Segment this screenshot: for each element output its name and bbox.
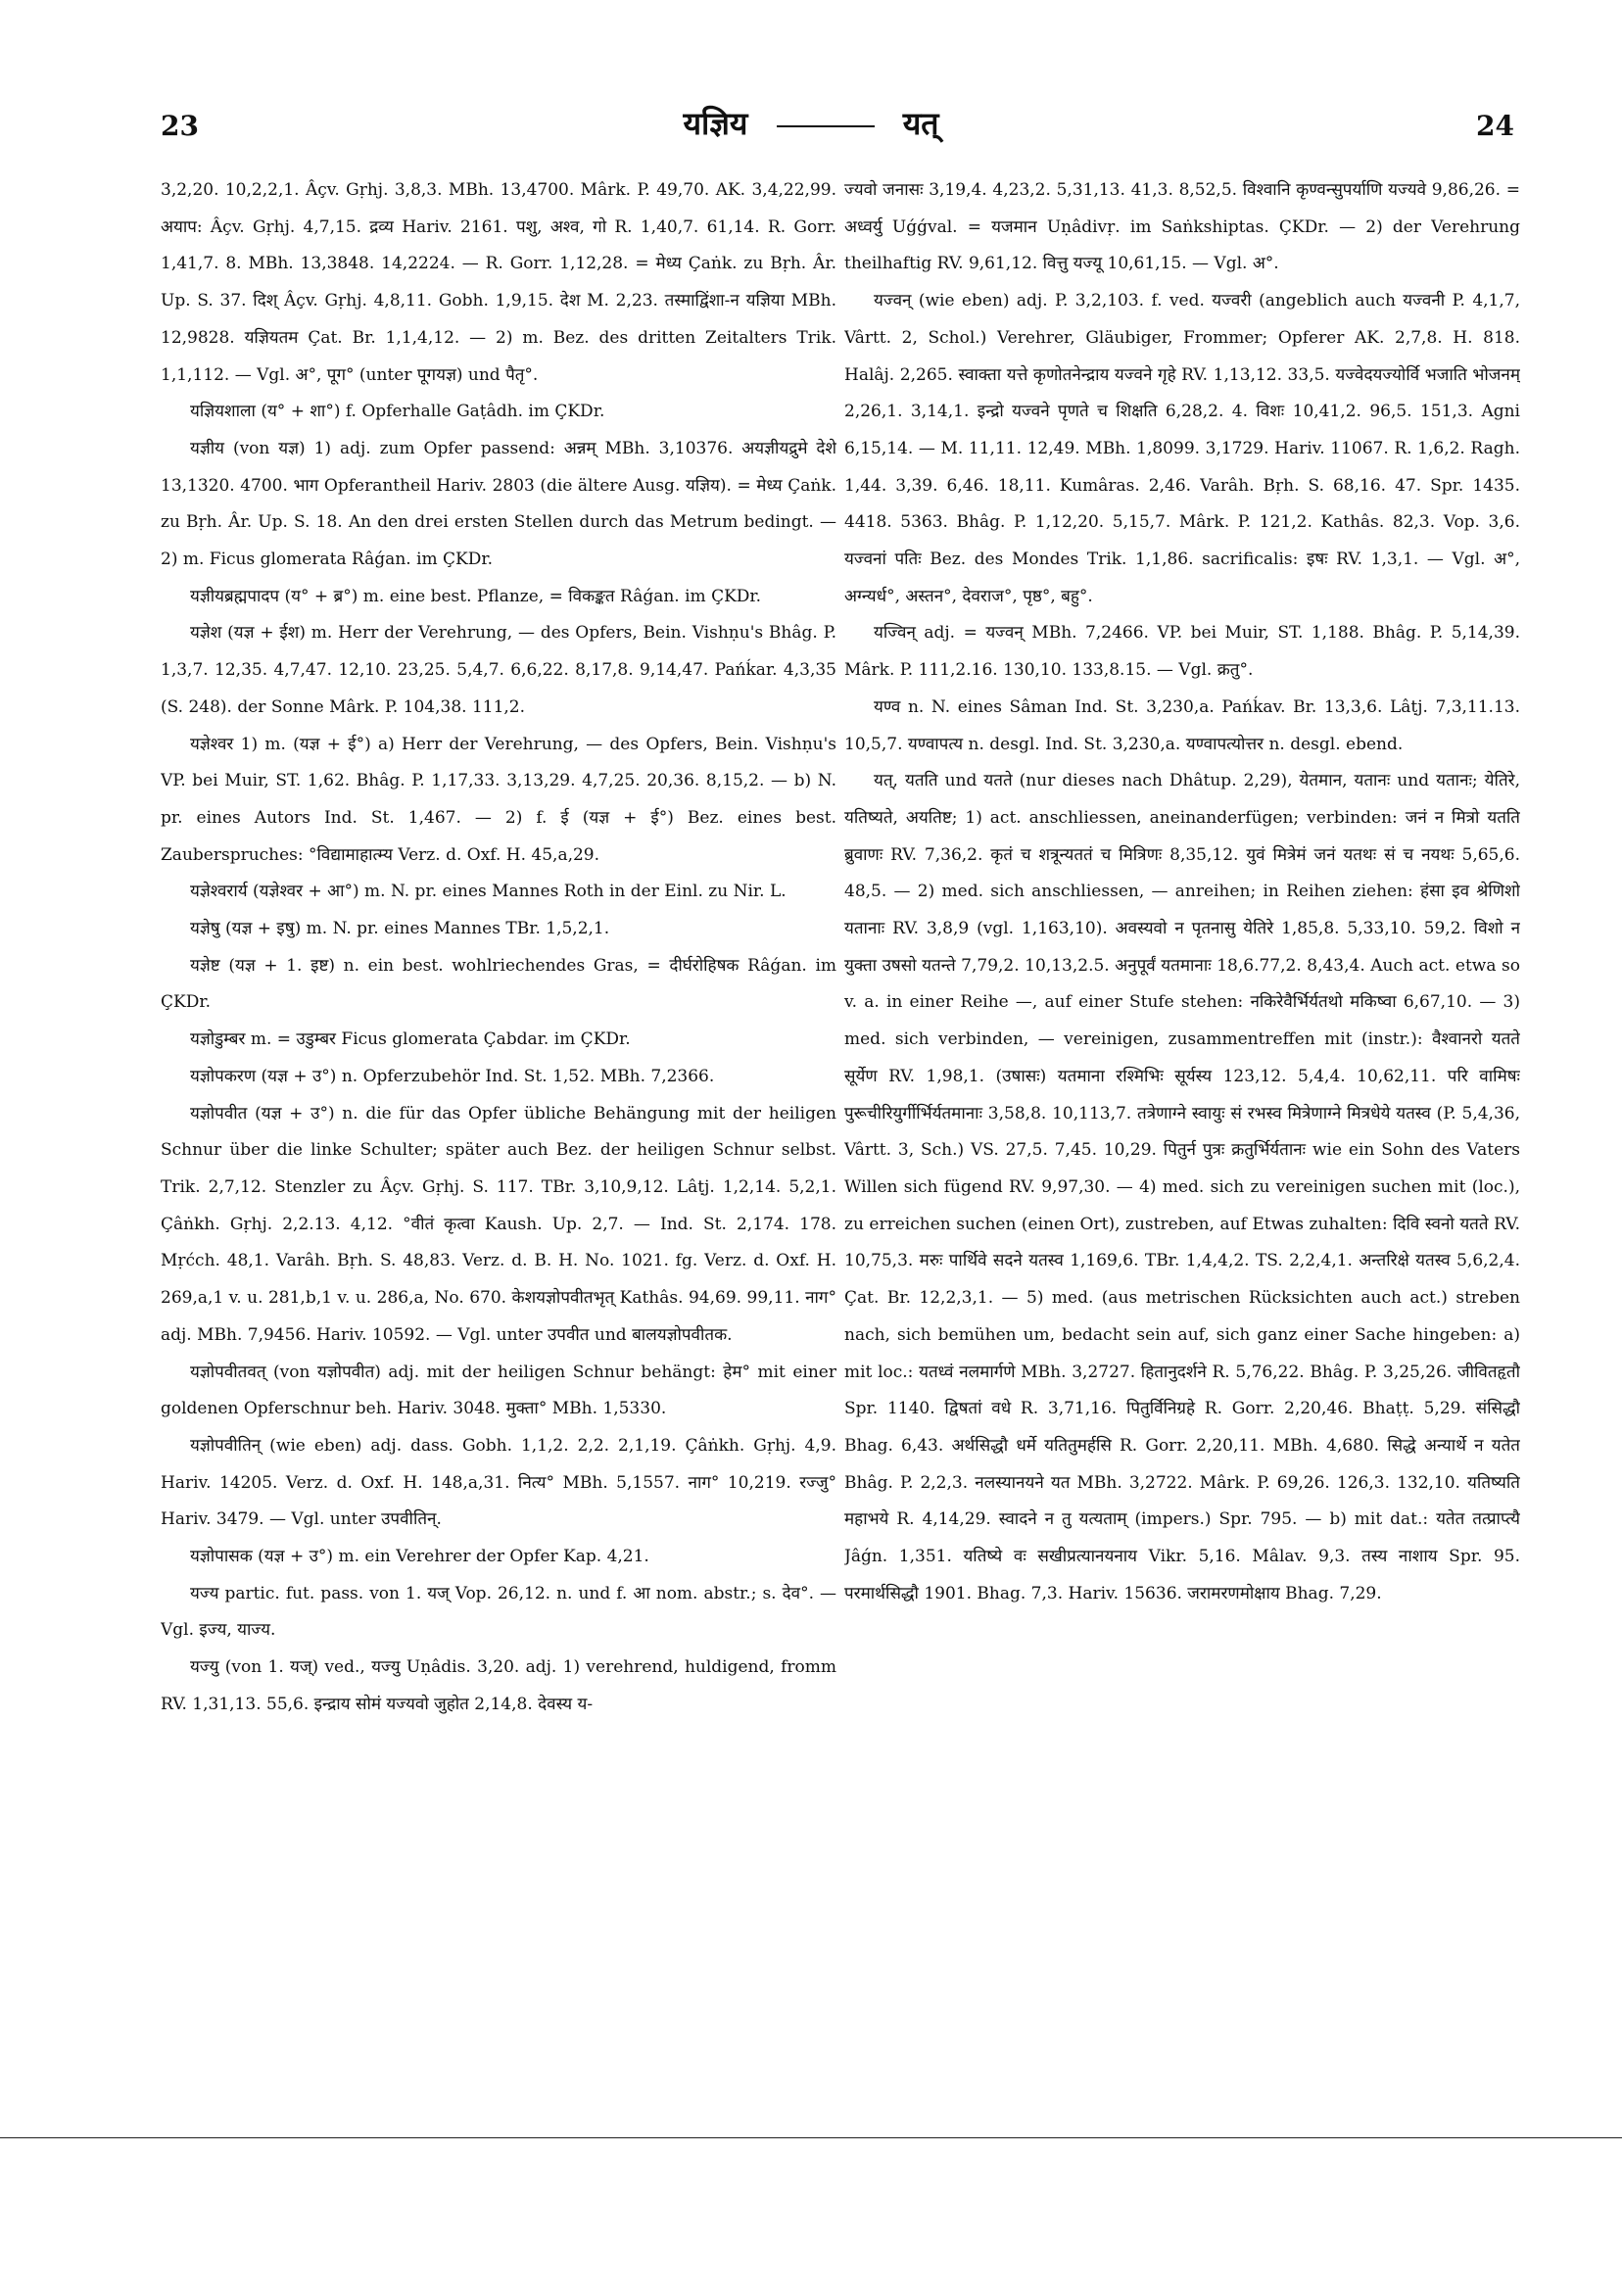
dictionary-entry: यज्ञोपासक (यज्ञ + उ°) m. ein Verehrer der Opfer Kap. 4,21.: [190, 1547, 649, 1567]
dictionary-entry: 3,2,20. 10,2,2,1. Âçv. Gṛhj. 3,8,3. MBh. 13,4700. Mârk. P. 49,70. AK. 3,4,22,99. अयाप: Âçv. Gṛhj. 4,7,15. द्रव्य Hariv. 2161. पशु, अश्व, गो R. 1,40,7. 61,14. R. Gorr. 1,41,7. 8. MBh. 13,3848. 14,2224. — R. Gorr. 1,12,28. = मेध्य Çaṅk. zu Bṛh. Âr. Up. S. 37. दिश् Âçv. Gṛhj. 4,8,11. Gobh. 1,9,15. देश M. 2,23. तस्माद्विंशा-न यज्ञिया MBh. 12,9828. यज्ञियतम Çat. Br. 1,1,4,12. — 2) m. Bez. des dritten Zeitalters Trik. 1,1,112. — Vgl. अ°, पूग° (unter पूगयज्ञ) und पैतृ°.: [161, 180, 836, 385]
running-head-right: यत्: [902, 105, 939, 142]
dictionary-entry: यज्ञोपवीत (यज्ञ + उ°) n. die für das Opfer übliche Behängung mit der heiligen Schnur über die linke Schulter; später auch Bez. der heiligen Schnur selbst. Trik. 2,7,12. Stenzler zu Âçv. Gṛhj. S. 117. TBr. 3,10,9,12. Lâṭj. 1,2,14. 5,2,1. Çâṅkh. Gṛhj. 2,2.13. 4,12. °वीतं कृत्वा Kaush. Up. 2,7. — Ind. St. 2,174. 178. Mṛćch. 48,1. Varâh. Bṛh. S. 48,83. Verz. d. B. H. No. 1021. fg. Verz. d. Oxf. H. 269,a,1 v. u. 281,b,1 v. u. 286,a, No. 670. केशयज्ञोपवीतभृत् Kathâs. 94,69. 99,11. नाग° adj. MBh. 7,9456. Hariv. 10592. — Vgl. unter उपवीत und बालयज्ञोपवीतक.: [161, 1103, 836, 1345]
page-number-left: 23: [161, 110, 199, 142]
dictionary-entry: यज्यु (von 1. यज्) ved., यज्यु Uṇâdis. 3,20. adj. 1) verehrend, huldigend, fromm RV. 1,31,13. 55,6. इन्द्राय सोमं यज्यवो जुहोत 2,14,8. देवस्य य-: [161, 1657, 836, 1714]
dictionary-entry: यज्वन् (wie eben) adj. P. 3,2,103. f. ved. यज्वरी (angeblich auch यज्वनी P. 4,1,7, Vârtt. 2, Schol.) Verehrer, Gläubiger, Frommer; Opferer AK. 2,7,8. H. 818. Halâj. 2,265. स्वाक्ता यत्ते कृणोतनेन्द्राय यज्वने गृहे RV. 1,13,12. 33,5. यज्वेदयज्योर्वि भजाति भोजनम् 2,26,1. 3,14,1. इन्द्रो यज्वने पृणते च शिक्षति 6,28,2. 4. विशः 10,41,2. 96,5. 151,3. Agni 6,15,14. — M. 11,11. 12,49. MBh. 1,8099. 3,1729. Hariv. 11067. R. 1,6,2. Ragh. 1,44. 3,39. 6,46. 18,11. Kumâras. 2,46. Varâh. Bṛh. S. 68,16. 47. Spr. 1435. 4418. 5363. Bhâg. P. 1,12,20. 5,15,7. Mârk. P. 121,2. Kathâs. 82,3. Vop. 3,6. यज्वनां पतिः Bez. des Mondes Trik. 1,1,86. sacrificalis: इषः RV. 1,3,1. — Vgl. अ°, अग्न्यर्ध°, अस्तन°, देवराज°, पृष्ठ°, बहु°.: [844, 291, 1520, 606]
left-column: [161, 172, 836, 2073]
page-number-right: 24: [1476, 110, 1514, 142]
running-head-left: यज्ञिय: [683, 105, 748, 142]
running-head: [0, 102, 1622, 144]
dictionary-entry: यत्, यतति und यतते (nur dieses nach Dhâtup. 2,29), येतमान, यतानः und यतानः; येतिरे, यतिष्यते, अयतिष्ट; 1) act. anschliessen, aneinanderfügen; verbinden: जनं न मित्रो यतति ब्रुवाणः RV. 7,36,2. कृतं च शत्रून्यततं च मित्रिणः 8,35,12. युवं मित्रेमं जनं यतथः सं च नयथः 5,65,6. 48,5. — 2) med. sich anschliessen, — anreihen; in Reihen ziehen: हंसा इव श्रेणिशो यतानाः RV. 3,8,9 (vgl. 1,163,10). अवस्यवो न पृतनासु येतिरे 1,85,8. 5,33,10. 59,2. विशो न युक्ता उषसो यतन्ते 7,79,2. 10,13,2.5. अनुपूर्वं यतमानाः 18,6.77,2. 8,43,4. Auch act. etwa so v. a. in einer Reihe —, auf einer Stufe stehen: नकिरेवैर्भिर्यतथो मकिष्वा 6,67,10. — 3) med. sich verbinden, — vereinigen, zusammentreffen mit (instr.): वैश्वानरो यतते सूर्येण RV. 1,98,1. (उषासः) यतमाना रश्मिभिः सूर्यस्य 123,12. 5,4,4. 10,62,11. परि वामिषः पुरूचीरियुर्गीर्भिर्यतमानाः 3,58,8. 10,113,7. तत्रेणाग्ने स्वायुः सं रभस्व मित्रेणाग्ने मित्रधेये यतस्व (P. 5,4,36, Vârtt. 3, Sch.) VS. 27,5. 7,45. 10,29. पितुर्न पुत्रः क्रतुर्भिर्यतानः wie ein Sohn des Vaters Willen sich fügend RV. 9,97,30. — 4) med. sich zu vereinigen suchen mit (loc.), zu erreichen suchen (einen Ort), zustreben, auf Etwas zuhalten: दिवि स्वनो यतते RV. 10,75,3. मरुः पार्थिवे सदने यतस्व 1,169,6. TBr. 1,4,4,2. TS. 2,2,4,1. अन्तरिक्षे यतस्व 5,6,2,4. Çat. Br. 12,2,3,1. — 5) med. (aus metrischen Rücksichten auch act.) streben nach, sich bemühen um, bedacht sein auf, sich ganz einer Sache hingeben: a) mit loc.: यतध्वं नलमार्गणे MBh. 3,2727. हितानुदर्शने R. 5,76,22. Bhâg. P. 3,25,26. जीवितहृतौ Spr. 1140. द्विषतां वधे R. 3,71,16. पितुर्विनिग्रहे R. Gorr. 2,20,46. Bhaṭṭ. 5,29. संसिद्धौ Bhag. 6,43. अर्थसिद्धौ धर्मे यतितुमर्हसि R. Gorr. 2,20,11. MBh. 4,680. सिद्धे अन्यार्थे न यतेत Bhâg. P. 2,2,3. नलस्यानयने यत MBh. 3,2722. Mârk. P. 69,26. 126,3. 132,10. यतिष्यति महाभये R. 4,14,29. स्वादने न तु यत्यताम् (impers.) Spr. 795. — b) mit dat.: यतेत तत्प्राप्त्यै Jâǵn. 1,351. यतिष्ये वः सखीप्रत्यानयनाय Vikr. 5,16. Mâlav. 9,3. तस्य नाशाय Spr. 95. परमार्थसिद्धौ 1901. Bhag. 7,3. Hariv. 15636. जरामरणमोक्षाय Bhag. 7,29.: [844, 771, 1520, 1603]
dictionary-entry: यज्ञोपवीतिन् (wie eben) adj. dass. Gobh. 1,1,2. 2,2. 2,1,19. Çâṅkh. Gṛhj. 4,9. Hariv. 14205. Verz. d. Oxf. H. 148,a,31. नित्य° MBh. 5,1557. नाग° 10,219. रज्जु° Hariv. 3479. — Vgl. unter उपवीतिन्.: [161, 1435, 836, 1530]
dictionary-entry: यज्ञीय (von यज्ञ) 1) adj. zum Opfer passend: अन्नम् MBh. 3,10376. अयज्ञीयद्रुमे देशे 13,1320. 4700. भाग Opferantheil Hariv. 2803 (die ältere Ausg. यज्ञिय). = मेध्य Çaṅk. zu Bṛh. Âr. Up. S. 18. An den drei ersten Stellen durch das Metrum bedingt. — 2) m. Ficus glomerata Râǵan. im ÇKDr.: [161, 438, 836, 570]
dictionary-entry: यज्य partic. fut. pass. von 1. यज् Vop. 26,12. n. und f. आ nom. abstr.; s. देव°. — Vgl. इज्य, याज्य.: [161, 1583, 836, 1641]
dictionary-entry: यण्व n. N. eines Sâman Ind. St. 3,230,a. Pańḱav. Br. 13,3,6. Lâṭj. 7,3,11.13. 10,5,7. यण्वापत्य n. desgl. Ind. St. 3,230,a. यण्वापत्योत्तर n. desgl. ebend.: [844, 696, 1520, 754]
page-header: [0, 0, 1622, 157]
dictionary-entry: यज्ञोपवीतवत् (von यज्ञोपवीत) adj. mit der heiligen Schnur behängt: हेम° mit einer goldenen Opferschnur beh. Hariv. 3048. मुक्ता° MBh. 1,5330.: [161, 1362, 836, 1419]
dictionary-entry: यज्ञेश्वरार्य (यज्ञेश्वर + आ°) m. N. pr. eines Mannes Roth in der Einl. zu Nir. L.: [190, 882, 787, 902]
dictionary-entry: यज्ञेष्ट (यज्ञ + 1. इष्ट) n. ein best. wohlriechendes Gras, = दीर्घरोहिषक Râǵan. im ÇKDr.: [161, 955, 836, 1013]
dictionary-entry: यज्ञेश (यज्ञ + ईश) m. Herr der Verehrung, — des Opfers, Bein. Vishṇu's Bhâg. P. 1,3,7. 12,35. 4,7,47. 12,10. 23,25. 5,4,7. 6,6,22. 8,17,8. 9,14,47. Pańḱar. 4,3,35 (S. 248). der Sonne Mârk. P. 104,38. 111,2.: [161, 623, 836, 717]
running-head-dash: [777, 125, 875, 127]
dictionary-entry: यज्ञियशाला (य° + शा°) f. Opferhalle Gaṭâdh. im ÇKDr.: [190, 402, 605, 422]
dictionary-entry: यज्ञोडुम्बर m. = उडुम्बर Ficus glomerata Çabdar. im ÇKDr.: [190, 1029, 631, 1050]
dictionary-entry: यज्ञेषु (यज्ञ + इषु) m. N. pr. eines Mannes TBr. 1,5,2,1.: [190, 919, 610, 939]
dictionary-entry: यज्विन् adj. = यज्वन् MBh. 7,2466. VP. bei Muir, ST. 1,188. Bhâg. P. 5,14,39. Mârk. P. 111,2.16. 130,10. 133,8.15. — Vgl. क्रतु°.: [844, 623, 1520, 681]
footer-rule: [0, 2137, 1622, 2138]
right-column: [844, 172, 1520, 2073]
dictionary-entry: ज्यवो जनासः 3,19,4. 4,23,2. 5,31,13. 41,3. 8,52,5. विश्वानि कृण्वन्सुपर्याणि यज्यवे 9,86,26. = अध्वर्यु Uǵǵval. = यजमान Uṇâdivṛ. im Saṅkshiptas. ÇKDr. — 2) der Verehrung theilhaftig RV. 9,61,12. वित्तु यज्यू 10,61,15. — Vgl. अ°.: [844, 180, 1520, 274]
dictionary-entry: यज्ञेश्वर 1) m. (यज्ञ + ई°) a) Herr der Verehrung, — des Opfers, Bein. Vishṇu's VP. bei Muir, ST. 1,62. Bhâg. P. 1,17,33. 3,13,29. 4,7,25. 20,36. 8,15,2. — b) N. pr. eines Autors Ind. St. 1,467. — 2) f. ई (यज्ञ + ई°) Bez. eines best. Zauberspruches: °विद्यामाहात्म्य Verz. d. Oxf. H. 45,a,29.: [161, 734, 836, 865]
dictionary-entry: यज्ञीयब्रह्मपादप (य° + ब्र°) m. eine best. Pflanze, = विकङ्कत Râǵan. im ÇKDr.: [190, 586, 762, 606]
dictionary-entry: यज्ञोपकरण (यज्ञ + उ°) n. Opferzubehör Ind. St. 1,52. MBh. 7,2366.: [190, 1066, 715, 1086]
